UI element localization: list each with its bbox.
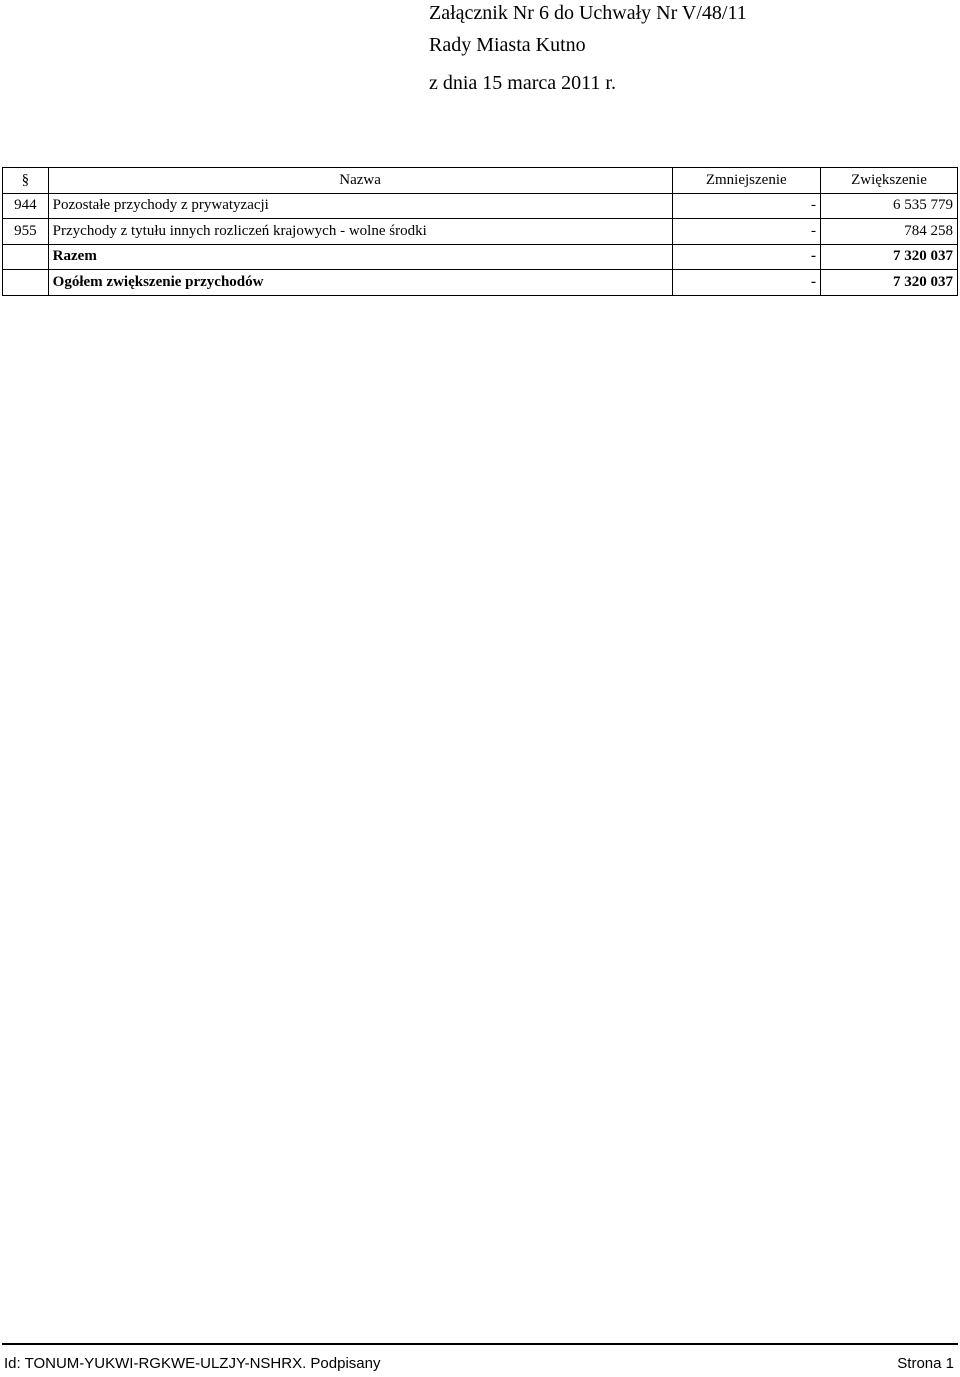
table-row <box>3 219 958 245</box>
total-decrease: - <box>672 244 820 270</box>
row-decrease: - <box>672 193 820 219</box>
grand-total-name: Ogółem zwiększenie przychodów <box>48 270 672 296</box>
row-name: Przychody z tytułu innych rozliczeń krajowych - wolne środki <box>48 219 672 245</box>
row-paragraph: 944 <box>3 193 49 219</box>
header-paragraph: § <box>3 168 49 194</box>
attachment-title: Załącznik Nr 6 do Uchwały Nr V/48/11 <box>429 2 747 24</box>
total-paragraph <box>3 244 49 270</box>
document-header <box>429 0 949 102</box>
document-id: Id: TONUM-YUKWI-RGKWE-ULZJY-NSHRX. Podpisany <box>4 1355 381 1372</box>
table-row <box>3 193 958 219</box>
grand-total-decrease: - <box>672 270 820 296</box>
total-row <box>3 244 958 270</box>
row-paragraph: 955 <box>3 219 49 245</box>
grand-total-paragraph <box>3 270 49 296</box>
header-decrease: Zmniejszenie <box>672 168 820 194</box>
row-increase: 6 535 779 <box>820 193 957 219</box>
resolution-date: z dnia 15 marca 2011 r. <box>429 72 616 94</box>
total-name: Razem <box>48 244 672 270</box>
header-increase: Zwiększenie <box>820 168 957 194</box>
grand-total-row <box>3 270 958 296</box>
row-name: Pozostałe przychody z prywatyzacji <box>48 193 672 219</box>
row-decrease: - <box>672 219 820 245</box>
page-number: Strona 1 <box>897 1355 954 1372</box>
table-header-row <box>3 168 958 194</box>
header-name: Nazwa <box>48 168 672 194</box>
row-increase: 784 258 <box>820 219 957 245</box>
total-increase: 7 320 037 <box>820 244 957 270</box>
revenue-table <box>2 167 958 296</box>
council-name: Rady Miasta Kutno <box>429 34 586 56</box>
page-footer <box>4 1354 954 1374</box>
footer-divider <box>2 1343 958 1345</box>
grand-total-increase: 7 320 037 <box>820 270 957 296</box>
